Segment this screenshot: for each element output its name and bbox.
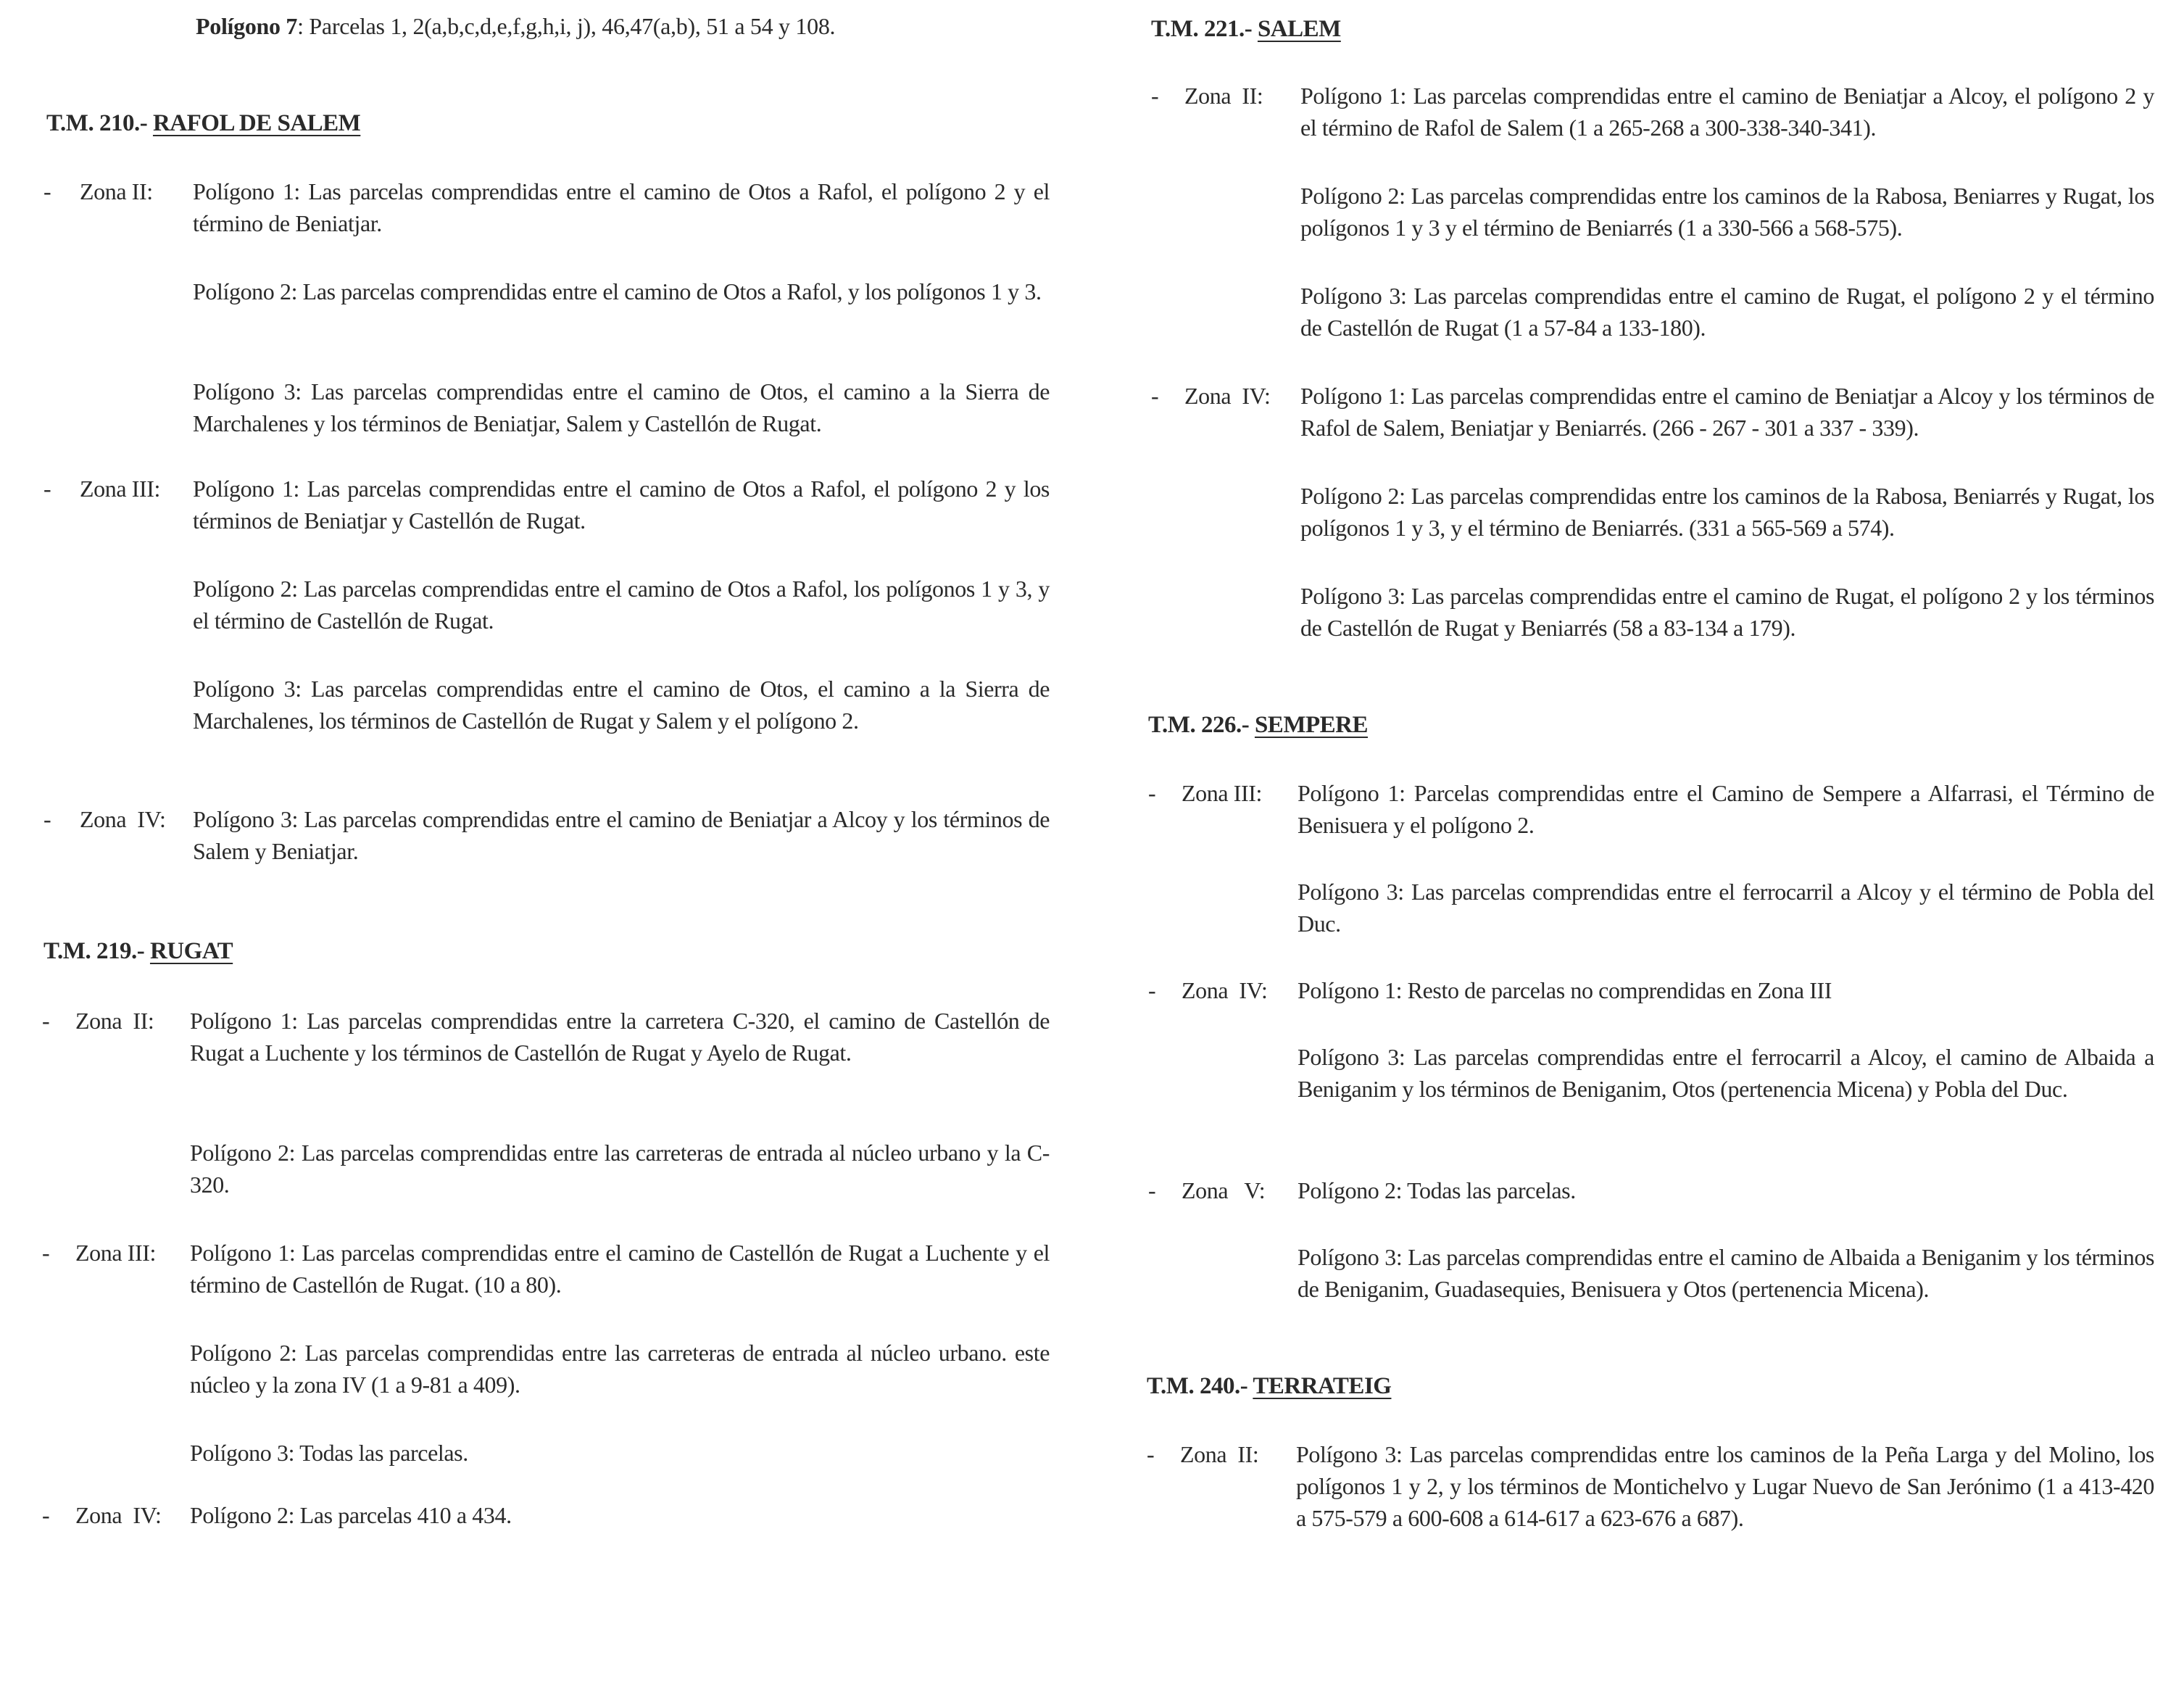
poligono-text: Polígono 1: Parcelas comprendidas entre el Camino de Sempere a Alfarrasi, el Término de Benisuera y el polígono 2. <box>1297 780 2154 838</box>
section-name: SEMPERE <box>1254 712 1368 738</box>
poligono-text: Polígono 3: Las parcelas comprendidas entre el camino de Beniatjar a Alcoy y los términos de Salem y Beniatjar. <box>193 806 1050 864</box>
poligono-text: Polígono 3: Las parcelas comprendidas entre el camino de Otos, el camino a la Sierra de Marchalenes y los términos de Beniatjar, Salem y Castellón de Rugat. <box>193 378 1050 436</box>
poligono-text: Polígono 3: Las parcelas comprendidas entre el camino de Rugat, el polígono 2 y los términos de Castellón de Rugat y Beniarrés (58 a 83-134 a 179). <box>1300 583 2154 641</box>
list-dash: - <box>1148 977 1156 1003</box>
poligono-text: Polígono 3: Todas las parcelas. <box>190 1440 468 1466</box>
poligono-text: Polígono 2: Las parcelas comprendidas entre los caminos de la Rabosa, Beniarrés y Rugat, los polígonos 1 y 3, y el término de Beniarrés. (331 a 565-569 a 574). <box>1300 483 2154 541</box>
section-heading-terrateig <box>1147 1370 1391 1402</box>
zone-label: Zona III: <box>1182 780 1263 806</box>
poligono-text: Polígono 3: Las parcelas comprendidas entre el ferrocarril a Alcoy y el término de Pobla del Duc. <box>1297 879 2154 937</box>
poligono-text: Polígono 2: Las parcelas comprendidas entre el camino de Otos a Rafol, y los polígonos 1 y 3. <box>193 278 1042 304</box>
zone-label: Zona IV: <box>1184 383 1271 409</box>
list-dash: - <box>43 476 51 502</box>
section-name: RAFOL DE SALEM <box>152 110 361 136</box>
section-name: TERRATEIG <box>1253 1373 1392 1399</box>
poligono-text: Polígono 3: Las parcelas comprendidas entre los caminos de la Peña Larga y del Molino, los polígonos 1 y 2, y los términos de Montichelvo y Lugar Nuevo de San Jerónimo (1 a 413-420 a 575-579 a 600-608 a 614-617 a 623-676 a 687). <box>1296 1441 2154 1531</box>
section-heading-sempere <box>1148 709 1368 741</box>
poligono-7-line <box>196 10 835 42</box>
poligono-text: Polígono 1: Resto de parcelas no comprendidas en Zona III <box>1297 977 1832 1003</box>
section-prefix: T.M. 221.- <box>1151 16 1258 42</box>
poligono-text: Polígono 2: Las parcelas comprendidas entre el camino de Otos a Rafol, los polígonos 1 y 3, y el término de Castellón de Rugat. <box>193 576 1050 634</box>
section-prefix: T.M. 219.- <box>43 938 150 964</box>
poligono-text: Polígono 2: Las parcelas comprendidas entre las carreteras de entrada al núcleo urbano y la C-320. <box>190 1140 1050 1198</box>
list-dash: - <box>42 1008 50 1034</box>
section-name: SALEM <box>1257 16 1341 42</box>
poligono-text: Polígono 1: Las parcelas comprendidas entre el camino de Otos a Rafol, el polígono 2 y el término de Beniatjar. <box>193 178 1050 236</box>
list-dash: - <box>42 1502 50 1528</box>
section-prefix: T.M. 240.- <box>1147 1373 1253 1399</box>
poligono-text: Polígono 1: Las parcelas comprendidas entre el camino de Castellón de Rugat a Luchente y el término de Castellón de Rugat. (10 a 80). <box>190 1240 1050 1298</box>
list-dash: - <box>1151 83 1159 109</box>
zone-label: Zona IV: <box>80 806 166 832</box>
poligono-text: Polígono 2: Las parcelas comprendidas entre las carreteras de entrada al núcleo urbano. este núcleo y la zona IV (1 a 9-81 a 409). <box>190 1340 1050 1398</box>
zone-label: Zona II: <box>1180 1441 1259 1467</box>
zone-label: Zona II: <box>1184 83 1263 109</box>
poligono-text: Polígono 1: Las parcelas comprendidas entre el camino de Beniatjar a Alcoy, el polígono 2 y el término de Rafol de Salem (1 a 265-268 a 300-338-340-341). <box>1300 83 2154 141</box>
poligono-text: Polígono 3: Las parcelas comprendidas entre el camino de Otos, el camino a la Sierra de Marchalenes, los términos de Castellón de Rugat y Salem y el polígono 2. <box>193 676 1050 734</box>
list-dash: - <box>43 806 51 832</box>
section-heading-salem <box>1151 13 1341 45</box>
poligono-7-text: : Parcelas 1, 2(a,b,c,d,e,f,g,h,i, j), 46,47(a,b), 51 a 54 y 108. <box>297 13 836 39</box>
zone-label: Zona II: <box>75 1008 154 1034</box>
list-dash: - <box>1148 780 1156 806</box>
poligono-text: Polígono 3: Las parcelas comprendidas entre el camino de Albaida a Beniganim y los términos de Beniganim, Guadasequies, Benisuera y Otos (pertenencia Micena). <box>1297 1244 2154 1302</box>
section-name: RUGAT <box>149 938 233 964</box>
zone-label: Zona IV: <box>1182 977 1268 1003</box>
poligono-text: Polígono 3: Las parcelas comprendidas entre el camino de Rugat, el polígono 2 y el término de Castellón de Rugat (1 a 57-84 a 133-180). <box>1300 283 2154 341</box>
poligono-text: Polígono 3: Las parcelas comprendidas entre el ferrocarril a Alcoy, el camino de Albaida a Beniganim y los términos de Beniganim, Otos (pertenencia Micena) y Pobla del Duc. <box>1297 1044 2154 1102</box>
list-dash: - <box>43 178 51 204</box>
poligono-text: Polígono 1: Las parcelas comprendidas entre el camino de Otos a Rafol, el polígono 2 y los términos de Beniatjar y Castellón de Rugat. <box>193 476 1050 534</box>
section-prefix: T.M. 210.- <box>46 110 153 136</box>
zone-label: Zona IV: <box>75 1502 162 1528</box>
section-heading-rafol-de-salem <box>46 107 360 139</box>
list-dash: - <box>1151 383 1159 409</box>
section-prefix: T.M. 226.- <box>1148 712 1255 738</box>
zone-label: Zona V: <box>1182 1177 1266 1203</box>
list-dash: - <box>1147 1441 1155 1467</box>
zone-label: Zona III: <box>75 1240 157 1266</box>
zone-label: Zona III: <box>80 476 161 502</box>
poligono-text: Polígono 1: Las parcelas comprendidas entre la carretera C-320, el camino de Castellón de Rugat a Luchente y los términos de Castellón de Rugat y Ayelo de Rugat. <box>190 1008 1050 1066</box>
poligono-text: Polígono 1: Las parcelas comprendidas entre el camino de Beniatjar a Alcoy y los términos de Rafol de Salem, Beniatjar y Beniarrés. (266 - 267 - 301 a 337 - 339). <box>1300 383 2154 441</box>
section-heading-rugat <box>43 935 233 967</box>
zone-label: Zona II: <box>80 178 153 204</box>
poligono-text: Polígono 2: Las parcelas 410 a 434. <box>190 1502 512 1528</box>
poligono-text: Polígono 2: Todas las parcelas. <box>1297 1177 1576 1203</box>
list-dash: - <box>42 1240 50 1266</box>
poligono-7-label: Polígono 7 <box>196 13 298 39</box>
list-dash: - <box>1148 1177 1156 1203</box>
poligono-text: Polígono 2: Las parcelas comprendidas entre los caminos de la Rabosa, Beniarres y Rugat, los polígonos 1 y 3 y el término de Beniarrés (1 a 330-566 a 568-575). <box>1300 183 2154 241</box>
